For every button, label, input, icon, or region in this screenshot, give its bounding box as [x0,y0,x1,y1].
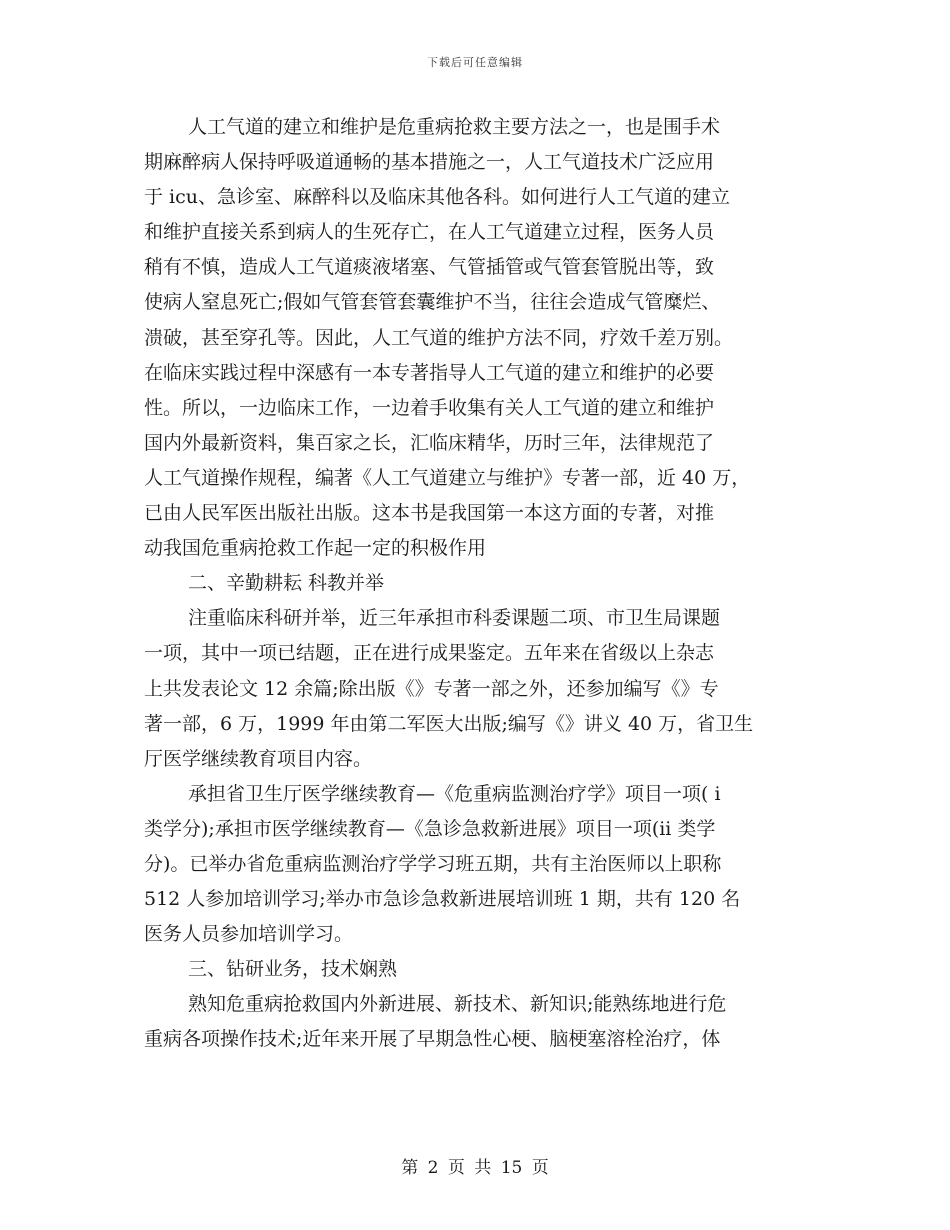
text-line: 在临床实践过程中深感有一本专著指导人工气道的建立和维护的必要 [144,361,715,384]
text-line: 分)。已举办省危重病监测治疗学学习班五期，共有主治医师以上职称 [144,852,722,875]
text-line: 上共发表论文 12 余篇;除出版《》专著一部之外，还参加编写《》专 [144,677,719,700]
text-line: 期麻醉病人保持呼吸道通畅的基本措施之一，人工气道技术广泛应用 [144,151,715,174]
text-line: 和维护直接关系到病人的生死存亡，在人工气道建立过程，医务人员 [144,221,715,244]
text-line: 稍有不慎，造成人工气道痰液堵塞、气管插管或气管套管脱出等，致 [144,256,715,279]
text-line: 溃破，甚至穿孔等。因此，人工气道的维护方法不同，疗效千差万别。 [144,326,734,349]
text-line: 熟知危重病抢救国内外新进展、新技术、新知识;能熟练地进行危 [188,993,727,1016]
text-line: 注重临床科研并举，近三年承担市科委课题二项、市卫生局课题 [188,607,721,630]
text-line: 人工气道操作规程，编著《人工气道建立与维护》专著一部，近 40 万， [144,466,751,489]
text-line: 512 人参加培训学习;举办市急诊急救新进展培训班 1 期，共有 120 名 [144,888,741,911]
text-line: 性。所以，一边临床工作，一边着手收集有关人工气道的建立和维护 [144,396,715,419]
section-heading: 三、钻研业务，技术娴熟 [188,958,398,981]
text-line: 人工气道的建立和维护是危重病抢救主要方法之一，也是围手术 [188,116,721,138]
text-line: 动我国危重病抢救工作起一定的积极作用 [144,537,487,560]
text-line: 厅医学继续教育项目内容。 [144,747,373,770]
document-body [144,110,812,1058]
text-line: 一项，其中一项已结题，正在进行成果鉴定。五年来在省级以上杂志 [144,642,715,665]
text-line: 医务人员参加培训学习。 [144,923,354,946]
text-line: 著一部，6 万，1999 年由第二军医大出版;编写《》讲义 40 万，省卫生 [144,712,754,735]
text-line: 国内外最新资料，集百家之长，汇临床精华，历时三年，法律规范了 [144,431,715,454]
page-header: 下载后可任意编辑 [427,56,523,69]
text-line: 重病各项操作技术;近年来开展了早期急性心梗、脑梗塞溶栓治疗，体 [144,1028,721,1051]
section-heading: 二、辛勤耕耘 科教并举 [188,572,385,595]
text-line: 类学分);承担市医学继续教育—《急诊急救新进展》项目一项(ii 类学 [144,817,716,840]
text-line: 承担省卫生厅医学继续教育—《危重病监测治疗学》项目一项( i [188,782,721,805]
page-footer: 第 2 页 共 15 页 [401,1158,549,1178]
text-line: 已由人民军医出版社出版。这本书是我国第一本这方面的专著，对推 [144,502,715,525]
text-line: 于 icu、急诊室、麻醉科以及临床其他各科。如何进行人工气道的建立 [144,186,730,209]
text-line: 使病人窒息死亡;假如气管套管套囊维护不当，往往会造成气管糜烂、 [144,291,721,314]
